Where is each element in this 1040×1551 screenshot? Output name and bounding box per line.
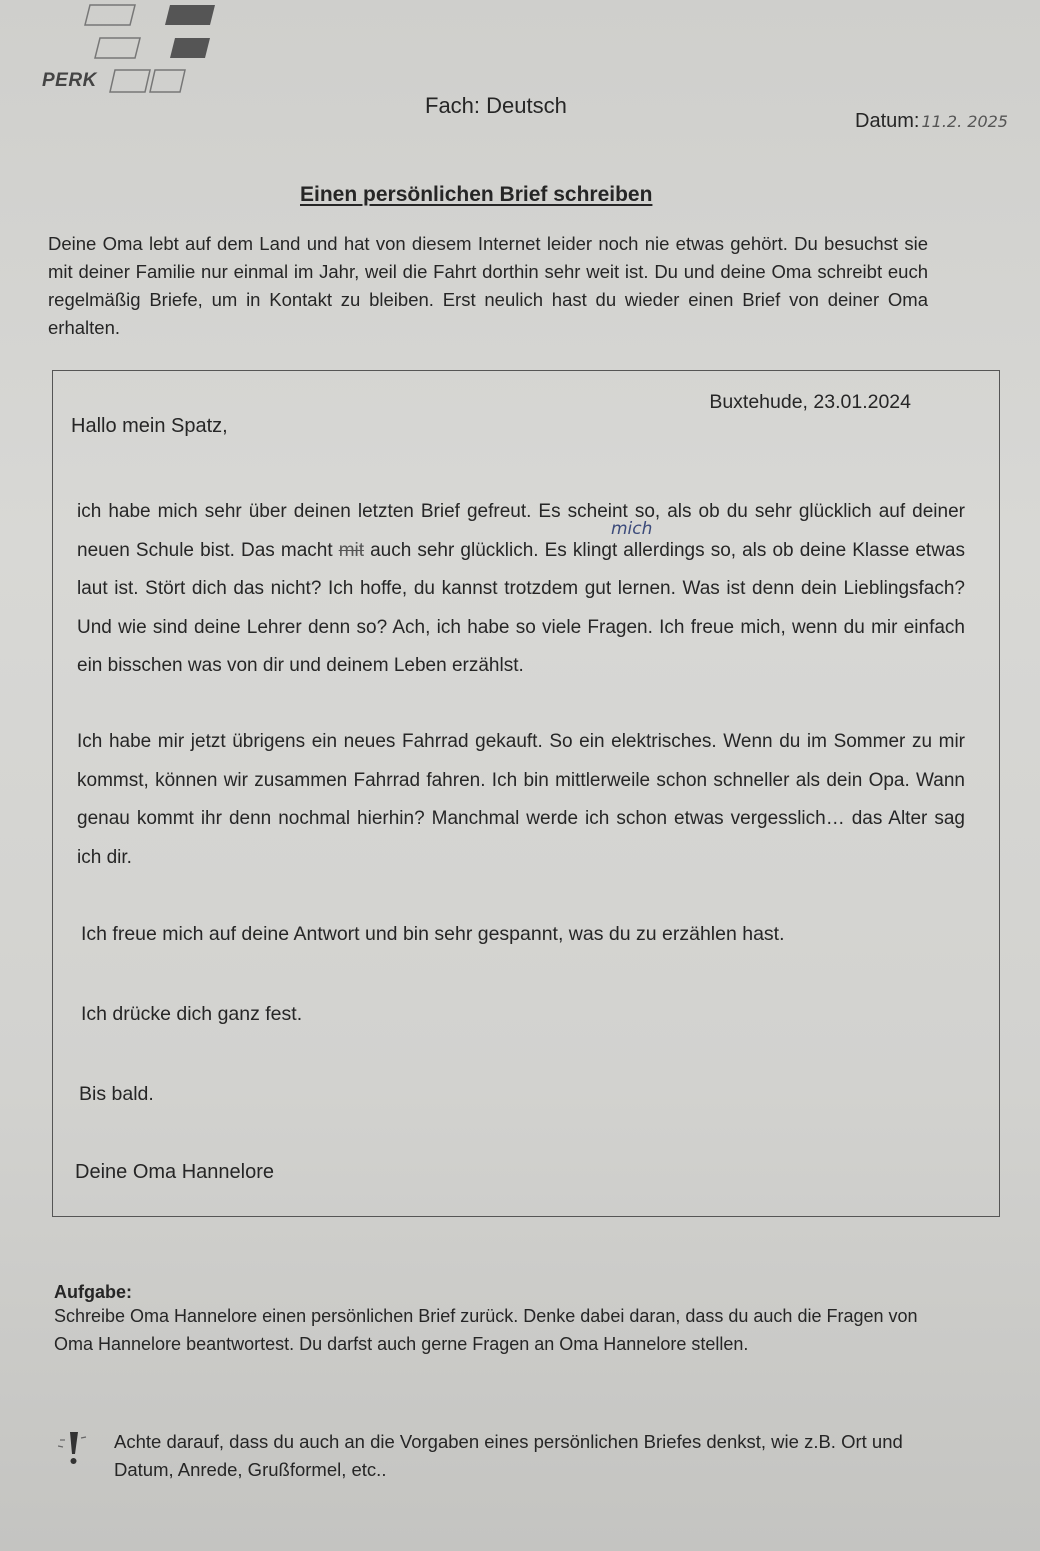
intro-paragraph: Deine Oma lebt auf dem Land und hat von diesem Internet leider noch nie etwas gehört. Du besuchst sie mit deiner Familie nur einmal im Jahr, weil die Fahrt dorthin sehr weit ist. Du und deine Oma schreibt euch regelmäßig Briefe, um in Kontakt zu bleiben. Erst neulich hast du wieder einen Brief von deiner Oma erhalten. bbox=[48, 233, 928, 338]
task-label: Aufgabe: bbox=[54, 1282, 132, 1302]
struck-word: mit bbox=[338, 539, 365, 561]
task-text: Schreibe Oma Hannelore einen persönlichen Brief zurück. Denke dabei daran, dass du auch die Fragen von Oma Hannelore beantwortest. Du darfst auch gerne Fragen an Oma Hannelore stellen. bbox=[54, 1306, 918, 1354]
letter-closing-3: Bis bald. bbox=[79, 1083, 154, 1105]
date-field bbox=[855, 110, 1008, 133]
letter-paragraph-2: Ich habe mir jetzt übrigens ein neues Fahrrad gekauft. So ein elektrisches. Wenn du im Sommer zu mir kommst, können wir zusammen Fahrrad fahren. Ich bin mittlerweile schon schneller als dein Opa. Wann genau kommt ihr denn nochmal hierhin? Manchmal werde ich schon etwas vergesslich… das Alter sag ich dir. bbox=[77, 731, 965, 868]
letter-paragraph-1-a: ich habe mich sehr über deinen letzten Brief gefreut. Es scheint so, als ob du sehr glücklich auf deiner neuen Schule bist. Das macht bbox=[77, 501, 965, 561]
exclamation-icon bbox=[58, 1428, 88, 1468]
letter-closing-2: Ich drücke dich ganz fest. bbox=[81, 1003, 303, 1025]
handwritten-correction: mich bbox=[611, 519, 653, 539]
logo-text: PERK bbox=[42, 70, 97, 91]
hint-text: Achte darauf, dass du auch an die Vorgaben eines persönlichen Briefes denkst, wie z.B. Ort und Datum, Anrede, Grußformel, etc.. bbox=[114, 1431, 903, 1480]
letter-paragraph-1 bbox=[77, 493, 965, 686]
date-handwritten: 11.2. 2025 bbox=[921, 112, 1008, 131]
letter-place-date: Buxtehude, 23.01.2024 bbox=[709, 391, 911, 413]
letter-signature: Deine Oma Hannelore bbox=[75, 1161, 274, 1183]
date-label: Datum: bbox=[855, 110, 920, 132]
subject-label: Fach: Deutsch bbox=[425, 93, 567, 118]
letter-paragraph-1-b: auch sehr glücklich. Es klingt allerdings so, als ob deine Klasse etwas laut ist. Stört dich das nicht? Ich hoffe, du kannst trotzdem gut lernen. Was ist denn dein Lieblingsfach? Und wie sind deine Lehrer denn so? Ach, ich habe so viele Fragen. Ich freue mich, wenn du mir einfach ein bisschen was von dir und deinem Leben erzählst. bbox=[77, 539, 965, 676]
letter-box bbox=[52, 370, 1000, 1217]
letter-greeting: Hallo mein Spatz, bbox=[71, 415, 228, 437]
letter-closing-1: Ich freue mich auf deine Antwort und bin sehr gespannt, was du zu erzählen hast. bbox=[81, 923, 785, 945]
worksheet-title: Einen persönlichen Brief schreiben bbox=[300, 183, 653, 206]
